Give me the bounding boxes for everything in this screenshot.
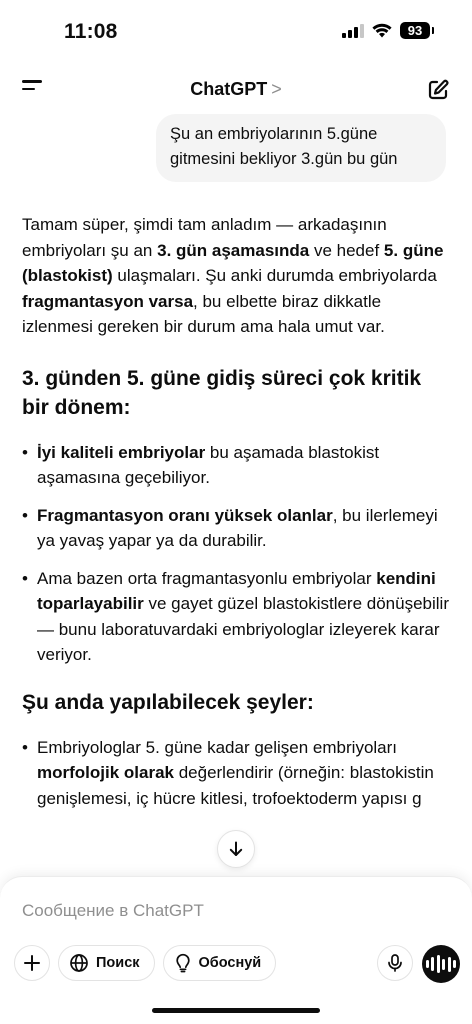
reason-button[interactable] <box>163 945 277 981</box>
chat-header <box>0 70 472 110</box>
cellular-signal-icon <box>342 24 364 38</box>
message-composer <box>0 876 472 1024</box>
section-heading: 3. günden 5. güne gidiş süreci çok kritik bir dönem: <box>22 366 422 419</box>
new-chat-icon[interactable] <box>426 78 450 102</box>
dictate-button[interactable] <box>377 945 413 981</box>
model-selector[interactable] <box>0 79 472 100</box>
list-item: • Ama bazen orta fragmantasyonlu embriyolar kendini toparlayabilir ve gayet güzel blastokistlere dönüşebilir — bunu laboratuvardaki embriyologlar izleyerek karar veriyor. <box>22 566 452 668</box>
status-bar <box>0 0 472 62</box>
message-input[interactable] <box>22 899 442 923</box>
battery-indicator: 93 <box>400 22 430 39</box>
home-indicator <box>152 1008 320 1013</box>
microphone-icon <box>387 954 403 972</box>
assistant-message <box>22 212 452 831</box>
list-item: • Fragmantasyon oranı yüksek olanlar, bu ilerlemeyi ya yavaş yapar ya da durabilir. <box>22 503 452 554</box>
user-message-bubble: Şu an embriyolarının 5.güne gitmesini bekliyor 3.gün bu gün <box>156 114 446 182</box>
bullet-list <box>22 735 452 812</box>
search-button-label: Поиск <box>96 955 140 971</box>
chevron-right-icon: > <box>271 79 282 99</box>
plus-icon <box>23 954 41 972</box>
status-icons <box>342 22 430 39</box>
status-time: 11:08 <box>64 20 118 43</box>
scroll-down-button[interactable] <box>217 830 255 868</box>
intro-paragraph: Tamam süper, şimdi tam anladım — arkadaşının embriyoları şu an 3. gün aşamasında ve hedef 5. güne (blastokist) ulaşmaları. Şu anki durumda embriyolarda fragmantasyon varsa, bu elbette biraz dikkatle izlenmesi gereken bir durum ama hala umut var. <box>22 215 444 336</box>
reason-button-label: Обоснуй <box>198 955 262 971</box>
voice-mode-button[interactable] <box>422 945 460 983</box>
lightbulb-icon <box>174 953 192 973</box>
attach-button[interactable] <box>14 945 50 981</box>
globe-icon <box>69 953 89 973</box>
composer-tools <box>14 945 276 981</box>
search-button[interactable] <box>58 945 155 981</box>
header-title: ChatGPT <box>190 79 268 99</box>
section-heading: Şu anda yapılabilecek şeyler: <box>22 690 314 714</box>
wifi-icon <box>372 23 392 38</box>
arrow-down-icon <box>227 840 245 858</box>
list-item: • Embriyologlar 5. güne kadar gelişen embriyoları morfolojik olarak değerlendirir (örneğin: blastokistin genişlemesi, iç hücre kitlesi, trofoektoderm yapısı g <box>22 735 452 812</box>
bullet-list <box>22 440 452 668</box>
list-item: • İyi kaliteli embriyolar bu aşamada blastokist aşamasına geçebiliyor. <box>22 440 452 491</box>
